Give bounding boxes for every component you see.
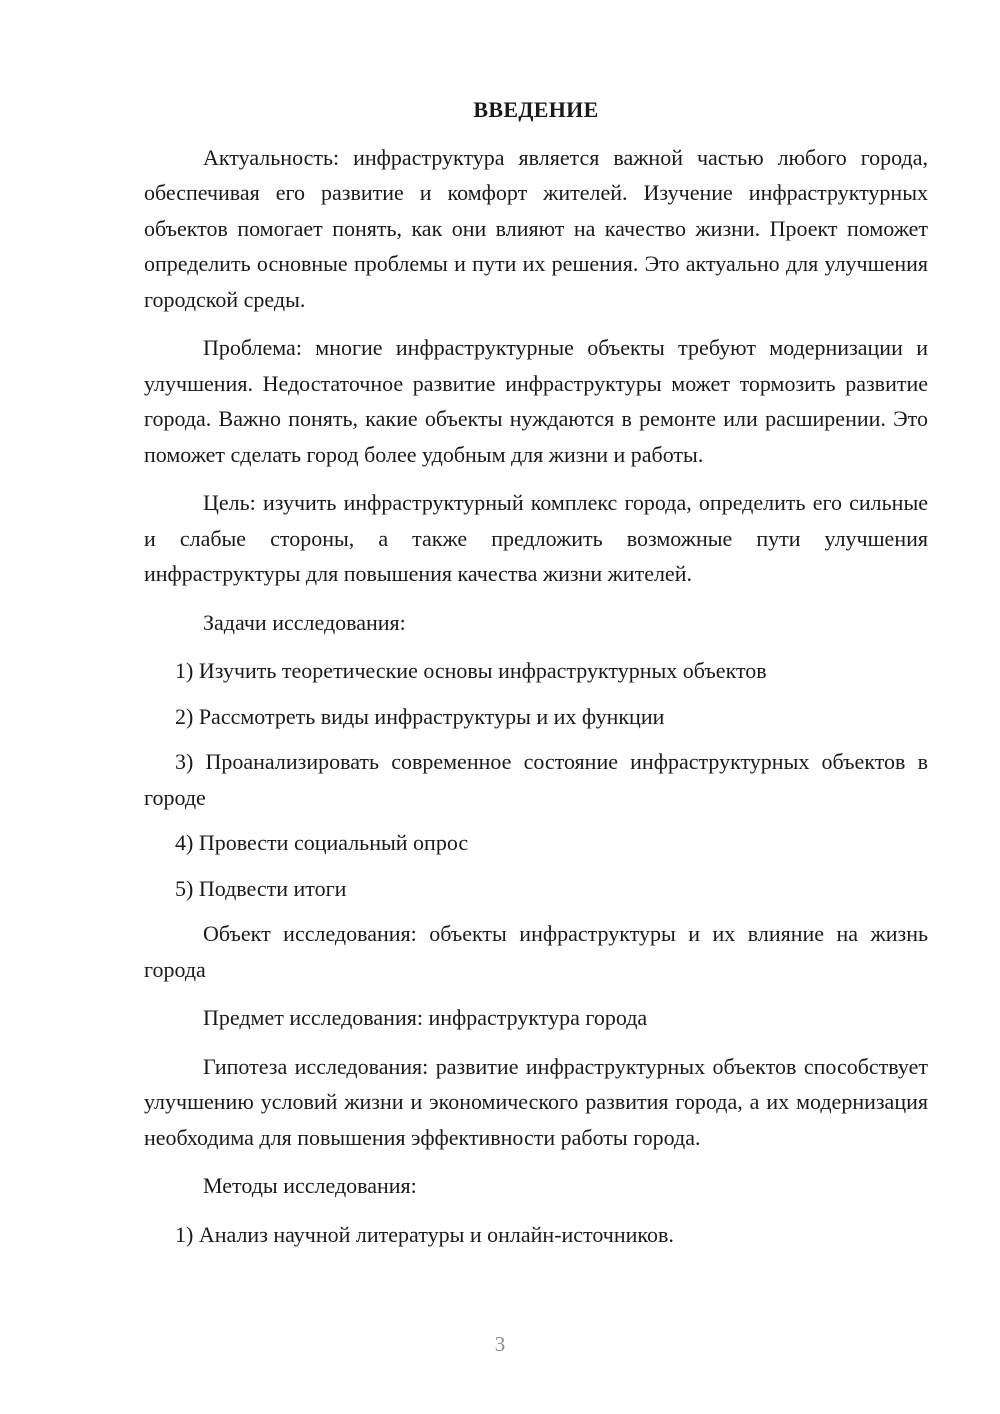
method-item-1: 1) Анализ научной литературы и онлайн-источников. [175, 1221, 674, 1247]
goal-paragraph: Цель: изучить инфраструктурный комплекс города, определить его сильные и слабые стороны, а также предложить возможные пути улучшения инфраструктуры для повышения качества жизни жителей. [144, 490, 928, 586]
tasks-heading: Задачи исследования: [203, 609, 406, 635]
task-item-3: 3) Проанализировать современное состояние инфраструктурных объектов в городе [144, 749, 928, 810]
page-number: 3 [494, 1332, 506, 1356]
section-title: ВВЕДЕНИЕ [473, 97, 599, 122]
task-item-5: 5) Подвести итоги [175, 875, 347, 901]
task-item-4: 4) Провести социальный опрос [175, 830, 469, 855]
object-paragraph: Объект исследования: объекты инфраструктуры и их влияние на жизнь города [144, 921, 928, 982]
document-page [144, 92, 928, 1262]
subject-paragraph: Предмет исследования: инфраструктура города [203, 1005, 648, 1030]
methods-heading: Методы исследования: [203, 1173, 417, 1198]
task-item-2: 2) Рассмотреть виды инфраструктуры и их функции [175, 703, 665, 729]
relevance-paragraph: Актуальность: инфраструктура является важной частью любого города, обеспечивая его развитие и комфорт жителей. Изучение инфраструктурных объектов помогает понять, как они влияют на качество жизни. Проект поможет определить основные проблемы и пути их решения. Это актуально для улучшения городской среды. [144, 144, 928, 312]
hypothesis-paragraph: Гипотеза исследования: развитие инфраструктурных объектов способствует улучшению условий жизни и экономического развития города, а их модернизация необходима для повышения эффективности работы города. [144, 1053, 928, 1150]
task-item-1: 1) Изучить теоретические основы инфраструктурных объектов [175, 658, 767, 683]
problem-paragraph: Проблема: многие инфраструктурные объекты требуют модернизации и улучшения. Недостаточное развитие инфраструктуры может тормозить развитие города. Важно понять, какие объекты нуждаются в ремонте или расширении. Это поможет сделать город более удобным для жизни и работы. [144, 335, 928, 467]
